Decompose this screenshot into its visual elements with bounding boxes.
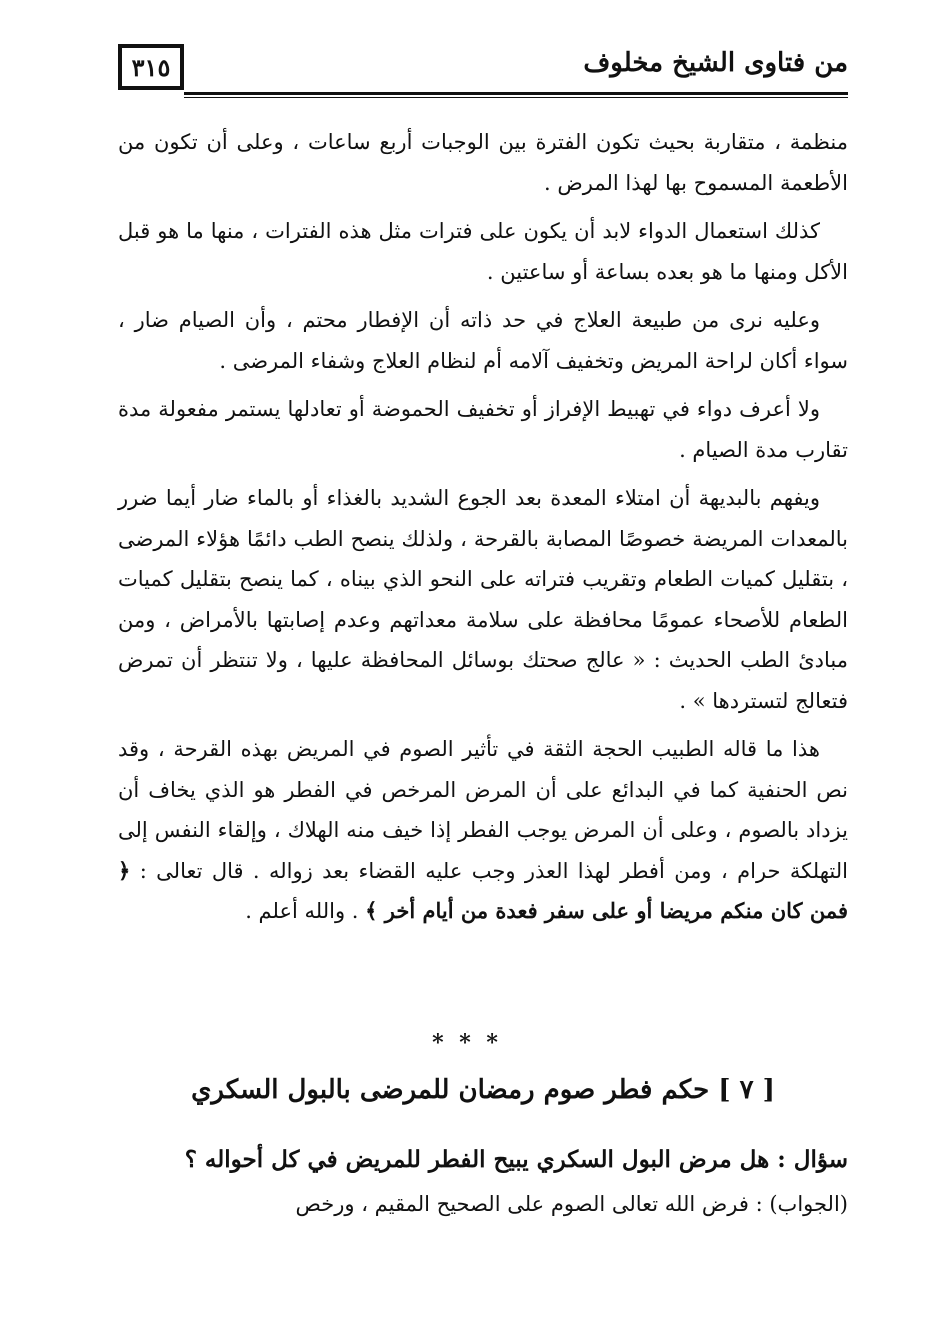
page-header [118, 42, 848, 100]
page-number: ٣١٥ [118, 44, 184, 90]
paragraph-2: كذلك استعمال الدواء لابد أن يكون على فترات مثل هذه الفترات ، منها ما هو قبل الأكل ومنها ما هو بعده بساعة أو ساعتين . [118, 219, 848, 284]
paragraph-6-text: هذا ما قاله الطبيب الحجة الثقة في تأثير الصوم في المريض بهذه القرحة ، وقد نص الحنفية كما في البدائع على أن المرض المرخص في الفطر هو الذي يخاف أن يزداد بالصوم ، وعلى أن المرض يوجب الفطر إذا خيف منه الهلاك ، وإلقاء النفس إلى التهلكة حرام ، ومن أفطر لهذا العذر وجب عليه القضاء بعد زواله . قال تعالى : [118, 737, 848, 883]
section-separator: * * * [432, 1030, 502, 1056]
paragraph-1: منظمة ، متقاربة بحيث تكون الفترة بين الوجبات أربع ساعات ، وعلى أن تكون من الأطعمة المسموح بها لهذا المرض . [118, 130, 848, 195]
paragraph-5: ويفهم بالبديهة أن امتلاء المعدة بعد الجوع الشديد بالغذاء أو بالماء ضار أيما ضرر بالمعدات المريضة خصوصًا المصابة بالقرحة ، ولذلك ينصح الطب دائمًا هؤلاء المرضى ، بتقليل كميات الطعام وتقريب فتراته على النحو الذي بيناه ، كما ينصح بتقليل كميات الطعام للأصحاء عمومًا محافظة على سلامة معداتهم وعدم إصابتها بالأمراض ، ومن مبادئ الطب الحديث : « عالج صحتك بوسائل المحافظة عليها ، ولا تنتظر أن تمرض فتعالج لتستردها » . [118, 486, 849, 713]
paragraph-6 [118, 729, 848, 932]
running-title: من فتاوى الشيخ مخلوف [583, 48, 848, 78]
section-heading: [ ٧ ] حكم فطر صوم رمضان للمرضى بالبول السكري [191, 1075, 775, 1105]
question-answer [118, 1138, 848, 1226]
body-text [118, 122, 848, 940]
quran-verse: ﴿ فمن كان منكم مريضا أو على سفر فعدة من أيام أخر ﴾ [118, 857, 848, 923]
header-rule [184, 92, 848, 98]
question-text: سؤال : هل مرض البول السكري يبيح الفطر للمريض في كل أحواله ؟ [184, 1146, 848, 1173]
paragraph-3: وعليه نرى من طبيعة العلاج في حد ذاته أن الإفطار محتم ، وأن الصيام ضار ، سواء أكان لراحة المريض وتخفيف آلامه أم لنظام العلاج وشفاء المرضى . [118, 308, 848, 373]
paragraph-6-closing: . والله أعلم . [245, 899, 359, 923]
answer-text: (الجواب) : فرض الله تعالى الصوم على الصحيح المقيم ، ورخص [295, 1192, 848, 1216]
paragraph-4: ولا أعرف دواء في تهبيط الإفراز أو تخفيف الحموضة أو تعادلها يستمر مفعولة مدة تقارب مدة الصيام . [118, 397, 848, 462]
